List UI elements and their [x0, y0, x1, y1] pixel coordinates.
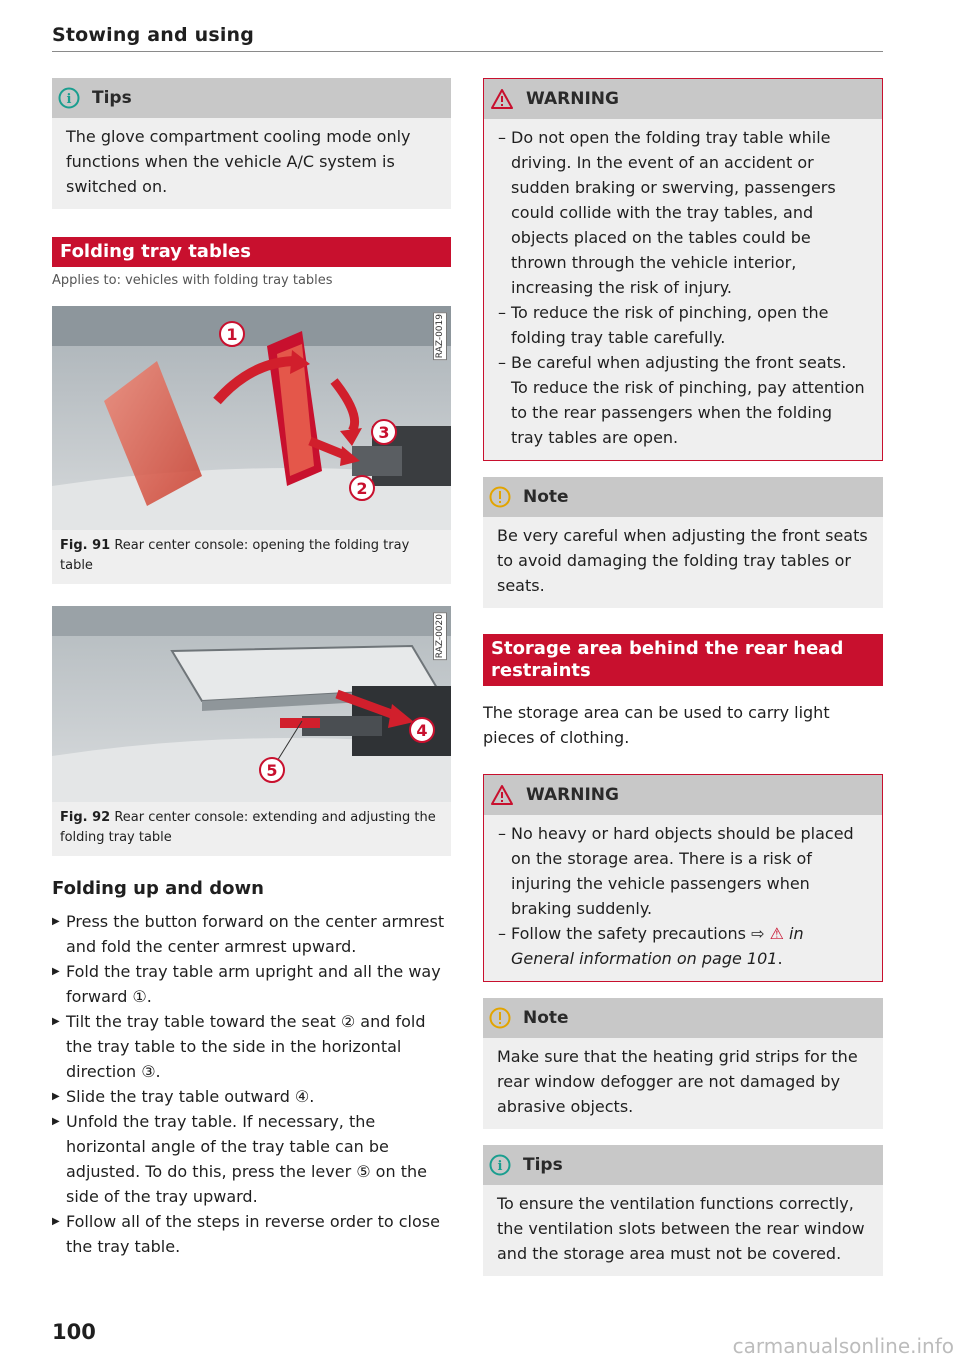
info-icon — [489, 1154, 511, 1176]
callout-1 — [218, 320, 246, 352]
note-body-2: Make sure that the heating grid strips for the rear window defogger are not damaged by abrasive objects. — [497, 1047, 858, 1116]
figure-91-image — [52, 306, 451, 530]
svg-text:5: 5 — [266, 761, 278, 780]
figure-92-image — [52, 606, 451, 802]
section-title-storage-area: Storage area behind the rear head restraints — [483, 634, 883, 686]
cross-reference-link[interactable]: in General information on page 101 — [511, 924, 804, 968]
tips-title-2: Tips — [523, 1155, 563, 1175]
warning-item: – Do not open the folding tray table while driving. In the event of an accident or sudden braking or swerving, passengers could collide with the tray tables, and objects placed on the tables could be thrown through the vehicle interior, increasing the risk of injury. — [498, 125, 868, 300]
step-item: ▶ Fold the tray table arm upright and all the way forward ①. — [52, 959, 451, 1009]
step-item: ▶ Tilt the tray table toward the seat ② and fold the tray table to the side in the horizontal direction ③. — [52, 1009, 451, 1084]
warning-box-2 — [483, 774, 883, 982]
applies-to: Applies to: vehicles with folding tray tables — [52, 273, 333, 288]
figure-92-illustration — [52, 606, 451, 802]
tips-body-2: To ensure the ventilation functions correctly, the ventilation slots between the rear window and the storage area must not be covered. — [497, 1194, 865, 1263]
note-body-1: Be very careful when adjusting the front seats to avoid damaging the folding tray tables or seats. — [497, 526, 868, 595]
warning-item-suffix: . — [777, 949, 783, 968]
note-icon — [489, 486, 511, 508]
warning-title-1: WARNING — [526, 89, 619, 109]
figure-91-code: RAZ-0019 — [435, 314, 445, 359]
page-number: 100 — [52, 1320, 96, 1344]
svg-text:3: 3 — [378, 423, 390, 442]
step-item: ▶ Follow all of the steps in reverse order to close the tray table. — [52, 1209, 451, 1259]
right-column — [483, 78, 883, 1292]
warning-icon — [490, 88, 514, 110]
note-header-2 — [483, 998, 883, 1038]
tips-title: Tips — [92, 88, 132, 108]
callout-4 — [408, 716, 436, 748]
warning-list-1 — [498, 125, 868, 450]
watermark: carmanualsonline.info — [732, 1334, 954, 1358]
subhead-folding-up-down: Folding up and down — [52, 878, 264, 899]
figure-92-label: Fig. 92 — [60, 810, 111, 825]
warning-item — [498, 921, 868, 971]
warning-item: – Be careful when adjusting the front seats. To reduce the risk of pinching, pay attention to the rear passengers when the folding tray tables are open. — [498, 350, 868, 450]
tips-header-2 — [483, 1145, 883, 1185]
svg-text:1: 1 — [226, 325, 238, 344]
warning-list-2 — [498, 821, 868, 971]
note-title-2: Note — [523, 1008, 569, 1028]
svg-text:i: i — [497, 1159, 503, 1174]
info-icon — [58, 87, 80, 109]
warning-body-2 — [484, 815, 882, 981]
left-column — [52, 78, 451, 1259]
callout-3 — [370, 418, 398, 450]
steps-list — [52, 909, 451, 1259]
warning-header-2 — [484, 775, 882, 815]
tips-body: The glove compartment cooling mode only functions when the vehicle A/C system is switched on. — [66, 127, 411, 196]
step-item: ▶ Unfold the tray table. If necessary, the horizontal angle of the tray table can be adjusted. To do this, press the lever ⑤ on the side of the tray upward. — [52, 1109, 451, 1209]
note-box-2 — [483, 998, 883, 1129]
warning-item-prefix: Follow the safety precautions ⇨ — [511, 924, 770, 943]
figure-91-caption-text: Rear center console: opening the folding tray table — [60, 538, 410, 573]
warning-body-1 — [484, 119, 882, 460]
page-header-title: Stowing and using — [52, 24, 255, 46]
warning-ref-icon: ⚠ — [769, 924, 784, 943]
note-header-1 — [483, 477, 883, 517]
figure-92-code: RAZ-0020 — [435, 614, 445, 659]
warning-box-1 — [483, 78, 883, 461]
callout-5 — [258, 756, 286, 788]
figure-91-label: Fig. 91 — [60, 538, 111, 553]
figure-91-caption — [52, 530, 451, 584]
header-rule — [52, 51, 883, 52]
tips-header — [52, 78, 451, 118]
callout-2 — [348, 474, 376, 506]
svg-text:i: i — [66, 92, 72, 107]
svg-text:4: 4 — [416, 721, 428, 740]
section-title-folding-tray-tables: Folding tray tables — [52, 237, 451, 267]
warning-item: – To reduce the risk of pinching, open the folding tray table carefully. — [498, 300, 868, 350]
warning-item: – No heavy or hard objects should be placed on the storage area. There is a risk of injuring the vehicle passengers when braking suddenly. — [498, 821, 868, 921]
tips-box — [52, 78, 451, 209]
storage-intro: The storage area can be used to carry light pieces of clothing. — [483, 703, 830, 747]
svg-text:2: 2 — [356, 479, 368, 498]
step-item: ▶ Slide the tray table outward ④. — [52, 1084, 451, 1109]
note-box-1 — [483, 477, 883, 608]
note-title-1: Note — [523, 487, 569, 507]
figure-92-caption — [52, 802, 451, 856]
note-icon — [489, 1007, 511, 1029]
tips-box-2 — [483, 1145, 883, 1276]
figure-92-caption-text: Rear center console: extending and adjusting the folding tray table — [60, 810, 436, 845]
warning-icon — [490, 784, 514, 806]
step-item: ▶ Press the button forward on the center armrest and fold the center armrest upward. — [52, 909, 451, 959]
warning-title-2: WARNING — [526, 785, 619, 805]
warning-header-1 — [484, 79, 882, 119]
